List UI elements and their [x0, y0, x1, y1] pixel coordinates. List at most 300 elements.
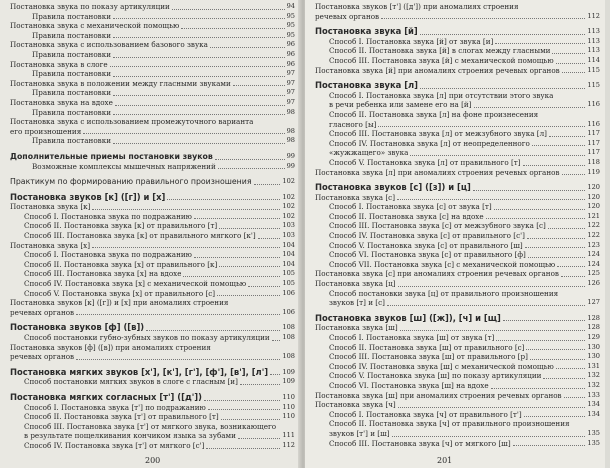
- toc-page-number: 109: [282, 367, 295, 376]
- dot-leader: [556, 63, 586, 64]
- toc-entry-title: речевых органов: [315, 11, 380, 21]
- toc-entry-title: Постановка звука с использованием базового звука: [10, 40, 208, 50]
- toc-page-number: 106: [282, 288, 295, 297]
- toc-entry: [315, 120, 600, 130]
- toc-entry-title: Постановка звука [с] при аномалиях строения речевых органов: [315, 269, 559, 279]
- toc-entry-title: Правила постановки: [32, 11, 111, 21]
- dot-leader: [83, 133, 284, 134]
- toc-entry-title: звуков [т] и [с]: [329, 298, 385, 308]
- toc-entry-title: Правила постановки: [32, 107, 111, 117]
- toc-page-number: 95: [286, 21, 295, 30]
- toc-entry: [10, 98, 295, 108]
- toc-entry: [10, 69, 295, 79]
- toc-entry-title: Постановка звука с механической помощью: [10, 21, 180, 31]
- toc-entry-title: Способ III. Постановка звука [ш] от правильного [р]: [329, 352, 528, 362]
- toc-entry-title: Способ I. Постановка звука по подражанию: [24, 211, 192, 221]
- toc-page-number: 102: [282, 192, 295, 201]
- toc-page-number: 108: [282, 323, 295, 332]
- right-page: [305, 0, 605, 468]
- dot-leader: [548, 228, 586, 229]
- toc-page-number: 117: [587, 129, 600, 138]
- toc-entry: [315, 429, 600, 439]
- toc-entry: [10, 279, 295, 289]
- toc-entry-title: Постановка звука [к]: [10, 202, 91, 212]
- toc-page-number: 105: [282, 269, 295, 278]
- toc-entry: [315, 37, 600, 47]
- dot-leader: [398, 407, 586, 408]
- toc-entry: [315, 46, 600, 56]
- toc-page-number: 132: [587, 380, 600, 389]
- toc-page-number: 102: [282, 177, 295, 186]
- toc-page-number: 123: [587, 240, 600, 249]
- toc-page-number: 102: [282, 202, 295, 211]
- toc-entry-title: Постановка звуков [ф] ([в]) при аномалиях строения: [10, 342, 211, 352]
- toc-page-number: 117: [587, 138, 600, 147]
- toc-entry: [10, 250, 295, 260]
- toc-entry-title: его произношения: [10, 126, 82, 136]
- toc-page-number: 130: [587, 342, 600, 351]
- toc-entry-title: Способ II. Постановка звука [к] от правильного [т]: [24, 221, 218, 231]
- toc-page-number: 121: [587, 211, 600, 220]
- toc-entry: [10, 298, 295, 308]
- toc-page-number: 94: [286, 2, 295, 10]
- toc-entry-title: Способ I. Постановка звука [ч] от правильного [т']: [329, 409, 522, 419]
- dot-leader: [486, 218, 586, 219]
- toc-entry: [315, 260, 600, 270]
- toc-page-number: 134: [587, 409, 600, 418]
- toc-page-number: 119: [587, 167, 600, 176]
- toc-entry-title: Постановка звука по показу артикуляции: [10, 2, 170, 11]
- toc-entry-title: «жужжащего» звука: [329, 148, 409, 158]
- toc-page-number: 104: [282, 259, 295, 268]
- toc-entry-title: Способ IV. Постановка звука [т'] от мягкого [с']: [24, 440, 205, 450]
- dot-leader: [208, 409, 281, 410]
- toc-entry: [315, 91, 600, 101]
- toc-entry: [10, 40, 295, 50]
- toc-page-number: 103: [282, 231, 295, 240]
- toc-entry-title: Постановка звука в слоге: [10, 59, 108, 69]
- toc-entry-title: Способ III. Постановка звука [л] от межзубного звука [л]: [329, 129, 547, 139]
- toc-entry-title: Способ I. Постановка звука [ш] от звука [т]: [329, 333, 495, 342]
- toc-entry: [315, 193, 600, 203]
- toc-entry-title: Способ II. Постановка звука [ч] от правильного произношения: [329, 419, 570, 429]
- toc-entry-title: Способ II. Постановка звука [л] на фоне произнесения: [329, 109, 539, 119]
- toc-page-number: 128: [587, 313, 600, 322]
- toc-page-number: 108: [282, 352, 295, 361]
- toc-entry: [10, 12, 295, 22]
- dot-leader: [219, 228, 280, 229]
- toc-page-number: 127: [587, 298, 600, 307]
- toc-entry-title: Постановка звука на вдохе: [10, 97, 113, 107]
- toc-entry-title: Способ II. Постановка звука [т'] от правильного [т]: [24, 412, 219, 422]
- toc-entry: [315, 2, 600, 12]
- toc-page-number: 98: [286, 126, 295, 135]
- toc-entry-title: Способ IV. Постановка звука [л] от неопределенного: [329, 138, 530, 148]
- toc-entry: [10, 343, 295, 353]
- toc-entry: [315, 279, 600, 289]
- toc-entry-title: Постановка звука [х]: [10, 240, 91, 250]
- toc-entry-title: Способ VII. Постановка звука [с] с механической помощью: [329, 259, 556, 269]
- toc-entry: [315, 362, 600, 372]
- toc-entry-title: Способ II. Постановка звука [с] на вдохе: [329, 211, 484, 221]
- toc-entry-title: Постановка звука в положении между гласными звуками: [10, 78, 231, 88]
- toc-entry: [10, 241, 295, 251]
- toc-page-number: 122: [587, 231, 600, 240]
- toc-entry: [315, 27, 600, 37]
- dot-leader: [552, 53, 585, 54]
- toc-page-number: 130: [587, 352, 600, 361]
- toc-entry: [10, 431, 295, 441]
- dot-leader: [530, 359, 586, 360]
- toc-entry: [315, 100, 600, 110]
- toc-entry: [315, 333, 600, 343]
- toc-entry: [10, 31, 295, 41]
- toc-entry-title: Постановка звука с использованием промежуточного варианта: [10, 117, 254, 127]
- dot-leader: [115, 105, 285, 106]
- toc-entry-title: Постановка звуков [к] ([г]) и [х]: [10, 192, 166, 202]
- toc-page-number: 104: [282, 250, 295, 259]
- dot-leader: [206, 448, 280, 449]
- toc-entry: [315, 56, 600, 66]
- dot-leader: [525, 247, 586, 248]
- dot-leader: [219, 266, 280, 267]
- toc-entry-title: Способ V. Постановка звука [с] от правильного [ш]: [329, 240, 523, 250]
- dot-leader: [248, 286, 280, 287]
- dot-leader: [474, 107, 586, 108]
- toc-entry-title: Правила постановки: [32, 88, 111, 98]
- toc-entry: [315, 439, 600, 449]
- dot-leader: [420, 34, 586, 35]
- dot-leader: [113, 76, 285, 77]
- dot-leader: [270, 374, 280, 375]
- toc-entry-title: Способ III. Постановка звука [й] с механической помощью: [329, 55, 554, 65]
- toc-entry: [10, 136, 295, 146]
- dot-leader: [556, 368, 586, 369]
- toc-entry-title: Постановка звука [ч]: [315, 400, 396, 410]
- toc-entry: [315, 12, 600, 22]
- toc-page-number: 95: [286, 11, 295, 20]
- dot-leader: [92, 247, 280, 248]
- dot-leader: [400, 330, 586, 331]
- toc-entry-title: Способ постановки губно-зубных звуков по показу артикуляции: [24, 333, 270, 342]
- toc-entry: [10, 308, 295, 318]
- toc-entry: [315, 400, 600, 410]
- toc-page-number: 132: [587, 371, 600, 380]
- dot-leader: [238, 438, 280, 439]
- dot-leader: [381, 18, 585, 19]
- toc-page-number: 113: [587, 36, 600, 45]
- toc-entry: [10, 441, 295, 451]
- toc-entry: [10, 117, 295, 127]
- toc-page-number: 98: [286, 107, 295, 116]
- dot-leader: [564, 397, 586, 398]
- dot-leader: [524, 416, 586, 417]
- toc-entry-title: речевых органов: [10, 307, 75, 317]
- toc-page-number: 110: [282, 392, 295, 401]
- toc-page-number: 135: [587, 438, 600, 447]
- dot-leader: [410, 155, 585, 156]
- dot-leader: [194, 218, 280, 219]
- toc-entry: [10, 412, 295, 422]
- toc-entry-title: Способ II. Постановка звука [й] в слогах между гласными: [329, 46, 551, 56]
- toc-page-number: 116: [587, 100, 600, 109]
- toc-entry: [10, 260, 295, 270]
- dot-leader: [532, 145, 586, 146]
- toc-page-number: 120: [587, 183, 600, 192]
- toc-entry-title: Правила постановки: [32, 69, 111, 79]
- toc-page-number: 117: [587, 148, 600, 157]
- toc-entry-title: Постановка звуков [с] ([з]) и [ц]: [315, 183, 471, 193]
- toc-entry: [10, 88, 295, 98]
- dot-leader: [378, 126, 585, 127]
- toc-page-number: 95: [286, 30, 295, 39]
- dot-leader: [110, 66, 285, 67]
- toc-entry: [10, 152, 295, 162]
- toc-entry-title: Способ V. Постановка звука [л] от правильного [т]: [329, 157, 521, 167]
- toc-entry-title: Способ I. Постановка звука [т'] по подражанию: [24, 402, 206, 412]
- toc-page-number: 125: [587, 269, 600, 278]
- toc-entry-title: Практикум по формированию правильного произношения: [10, 177, 252, 187]
- toc-entry: [315, 371, 600, 381]
- toc-entry-title: гласного [ы]: [329, 119, 377, 129]
- toc-entry-title: Правила постановки: [32, 136, 111, 146]
- dot-leader: [172, 9, 285, 10]
- toc-page-number: 98: [286, 136, 295, 145]
- toc-entry-title: Способ I. Постановка звука [с] от звука [т]: [329, 202, 492, 212]
- toc-entry-title: Постановка звуков [к] ([г]) и [х] при аномалиях строения: [10, 298, 229, 308]
- toc-entry: [315, 298, 600, 308]
- toc-entry-title: Постановка звука [й] при аномалиях строения речевых органов: [315, 65, 560, 75]
- toc-page-number: 129: [587, 333, 600, 341]
- dot-leader: [562, 174, 586, 175]
- toc-entry-title: Постановка звуков [ш] ([ж]), [ч] и [щ]: [315, 313, 501, 323]
- toc-page-number: 120: [587, 202, 600, 211]
- toc-page-number: 104: [282, 240, 295, 249]
- dot-leader: [181, 28, 284, 29]
- toc-entry: [315, 391, 600, 401]
- dot-leader: [561, 276, 585, 277]
- toc-entry-title: Постановка звуков [т'] ([д']) при аномалиях строения: [315, 2, 519, 11]
- dot-leader: [113, 18, 285, 19]
- toc-entry-title: Возможные комплексы мышечных напряжений: [32, 161, 216, 171]
- toc-page-number: 96: [286, 40, 295, 49]
- toc-entry-title: Способ VI. Постановка звука [ш] на вдохе: [329, 380, 489, 390]
- toc-entry: [315, 323, 600, 333]
- toc-entry-title: Способ V. Постановка звука [ш] по показу артикуляции: [329, 371, 542, 381]
- dot-leader: [397, 199, 585, 200]
- toc-entry: [10, 323, 295, 333]
- dot-leader: [113, 37, 285, 38]
- toc-page-number: 102: [282, 211, 295, 220]
- dot-leader: [557, 266, 585, 267]
- toc-page-number: 134: [587, 400, 600, 409]
- toc-page-number: 124: [587, 250, 600, 259]
- toc-entry: [10, 377, 295, 387]
- toc-entry: [315, 231, 600, 241]
- toc-entry-title: Постановка звука [л] при аномалиях строения речевых органов: [315, 167, 560, 177]
- dot-leader: [420, 88, 585, 89]
- toc-entry-title: Способ постановки мягких звуков в слоге с гласным [и]: [24, 377, 238, 387]
- toc-entry-title: Способ VI. Постановка звука [с] от правильного [ф]: [329, 250, 526, 260]
- toc-page-number: 114: [587, 55, 600, 64]
- toc-page-number: 115: [587, 81, 600, 90]
- right-toc: [315, 2, 600, 448]
- toc-entry: [315, 381, 600, 391]
- toc-page-number: 120: [587, 192, 600, 201]
- toc-entry-title: Способ V. Постановка звука [х] от правильного [с]: [24, 288, 216, 298]
- toc-entry: [10, 422, 295, 432]
- dot-leader: [494, 209, 586, 210]
- toc-entry: [10, 79, 295, 89]
- toc-entry: [10, 127, 295, 137]
- toc-page-number: 97: [286, 69, 295, 78]
- toc-entry: [315, 221, 600, 231]
- toc-page-number: 131: [587, 361, 600, 370]
- toc-entry-title: Постановка мягких звуков [х'], [к'], [г'], [ф'], [в'], [л']: [10, 367, 269, 377]
- dot-leader: [527, 238, 586, 239]
- dot-leader: [562, 72, 586, 73]
- dot-leader: [210, 47, 285, 48]
- toc-entry-title: Правила постановки: [32, 49, 111, 59]
- toc-page-number: 113: [587, 46, 600, 55]
- toc-page-number: 105: [282, 279, 295, 288]
- toc-entry: [315, 139, 600, 149]
- toc-entry: [10, 289, 295, 299]
- toc-page-number: 97: [286, 88, 295, 97]
- toc-entry: [10, 108, 295, 118]
- toc-page-number: 106: [282, 307, 295, 316]
- toc-entry: [10, 352, 295, 362]
- toc-page-number: 99: [286, 151, 295, 160]
- toc-entry-title: Способ I. Постановка звука [л] при отсутствии этого звука: [329, 90, 554, 100]
- toc-entry-title: Способ III. Постановка звука [х] на вдохе: [24, 269, 182, 279]
- dot-leader: [549, 136, 585, 137]
- toc-entry: [315, 81, 600, 91]
- toc-entry: [10, 162, 295, 172]
- toc-page-number: 109: [282, 377, 295, 386]
- dot-leader: [113, 57, 285, 58]
- toc-entry: [10, 403, 295, 413]
- dot-leader: [204, 400, 280, 401]
- dot-leader: [113, 143, 285, 144]
- toc-entry: [315, 343, 600, 353]
- toc-entry-title: Постановка звука [ц]: [315, 279, 396, 289]
- toc-entry-title: Способ III. Постановка звука [ч] от мягкого [ш]: [329, 438, 511, 448]
- toc-page-number: 135: [587, 428, 600, 437]
- toc-page-number: 96: [286, 59, 295, 68]
- toc-entry: [10, 393, 295, 403]
- right-page-number: 201: [437, 456, 453, 465]
- toc-entry: [10, 193, 295, 203]
- dot-leader: [392, 436, 586, 437]
- dot-leader: [528, 257, 586, 258]
- toc-page-number: 108: [282, 333, 295, 341]
- toc-entry-title: в результате пощелкивания кончиком языка за зубами: [24, 431, 236, 441]
- toc-entry: [315, 289, 600, 299]
- dot-leader: [258, 238, 281, 239]
- toc-page-number: 110: [282, 412, 295, 421]
- dot-leader: [473, 190, 586, 191]
- toc-entry: [315, 158, 600, 168]
- toc-entry-title: Постановка мягких согласных [т'] ([д']): [10, 392, 202, 402]
- toc-entry: [10, 202, 295, 212]
- toc-page-number: 124: [587, 259, 600, 268]
- toc-entry: [315, 202, 600, 212]
- toc-entry: [10, 21, 295, 31]
- toc-page-number: 97: [286, 97, 295, 106]
- toc-page-number: 128: [587, 323, 600, 332]
- dot-leader: [221, 419, 281, 420]
- toc-page-number: 99: [286, 161, 295, 170]
- toc-entry-title: Способ постановки звука [ц] от правильного произношения: [329, 288, 559, 298]
- dot-leader: [495, 43, 585, 44]
- toc-entry: [315, 66, 600, 76]
- dot-leader: [513, 445, 586, 446]
- toc-entry: [315, 410, 600, 420]
- toc-entry: [315, 212, 600, 222]
- toc-page-number: 118: [587, 157, 600, 166]
- toc-entry-title: Способ I. Постановка звука по подражанию: [24, 250, 192, 260]
- toc-page-number: 133: [587, 390, 600, 399]
- toc-entry-title: Способ III. Постановка звука [с] от межзубного звука [с]: [329, 221, 546, 231]
- toc-entry-title: Способ II. Постановка звука [х] от правильного [к]: [24, 259, 218, 269]
- toc-page-number: 97: [286, 78, 295, 87]
- dot-leader: [240, 384, 281, 385]
- dot-leader: [233, 85, 285, 86]
- toc-entry: [315, 419, 600, 429]
- dot-leader: [491, 388, 586, 389]
- dot-leader: [76, 314, 280, 315]
- toc-entry-title: Постановка звука [с]: [315, 192, 395, 202]
- toc-page-number: 96: [286, 49, 295, 58]
- toc-entry-title: речевых органов: [10, 352, 75, 362]
- toc-entry: [315, 250, 600, 260]
- toc-entry-title: Способ III. Постановка звука [т'] от мягкого звука, возникающего: [24, 421, 277, 431]
- toc-entry: [10, 231, 295, 241]
- dot-leader: [113, 114, 285, 115]
- toc-entry-title: звуков [т'] и [ш]: [329, 428, 390, 438]
- dot-leader: [503, 320, 586, 321]
- toc-entry-title: Способ II. Постановка звука [ш] от правильного [с]: [329, 342, 525, 352]
- dot-leader: [183, 276, 280, 277]
- toc-page-number: 112: [587, 11, 600, 20]
- dot-leader: [146, 330, 280, 331]
- toc-entry-title: Способ IV. Постановка звука [х] с механической помощью: [24, 279, 247, 289]
- dot-leader: [496, 340, 585, 341]
- toc-entry: [315, 168, 600, 178]
- dot-leader: [254, 184, 281, 185]
- left-page-number: 200: [145, 456, 161, 465]
- toc-entry-title: Постановка звука [ш] при аномалиях строения речевых органов: [315, 390, 562, 400]
- dot-leader: [217, 295, 280, 296]
- toc-page-number: 110: [282, 402, 295, 411]
- toc-entry-title: Дополнительные приемы постановки звуков: [10, 151, 213, 161]
- toc-entry: [315, 110, 600, 120]
- toc-entry: [315, 352, 600, 362]
- toc-entry-title: Постановка звуков [ф] ([в]): [10, 323, 145, 333]
- dot-leader: [76, 359, 280, 360]
- dot-leader: [272, 340, 281, 341]
- toc-entry-title: в речи ребенка или замене его на [й]: [329, 100, 472, 110]
- dot-leader: [523, 165, 586, 166]
- toc-entry: [10, 269, 295, 279]
- dot-leader: [387, 305, 585, 306]
- toc-entry-title: Способ I. Постановка звука [й] от звука [и]: [329, 36, 494, 46]
- dot-leader: [113, 95, 285, 96]
- dot-leader: [543, 378, 585, 379]
- toc-entry: [10, 60, 295, 70]
- toc-page-number: 126: [587, 279, 600, 288]
